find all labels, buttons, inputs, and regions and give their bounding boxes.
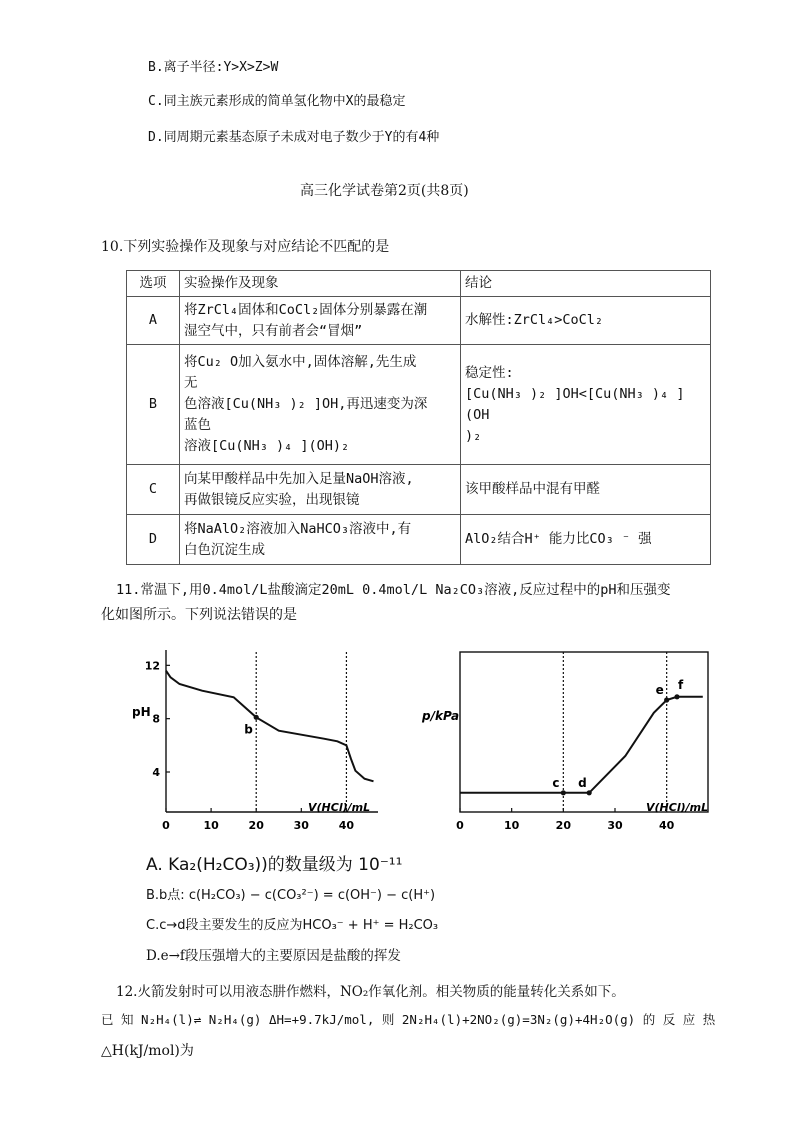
conclusion-line: [Cu(NH₃ )₂ ]OH<[Cu(NH₃ )₄ ](OH bbox=[465, 385, 685, 423]
conclusion-line: AlO₂结合H⁺ 能力比CO₃ ⁻ 强 bbox=[465, 531, 652, 547]
x-tick-label: 40 bbox=[338, 819, 355, 832]
point-d bbox=[587, 790, 592, 795]
y-tick-label: 12 bbox=[144, 659, 160, 673]
q12-stem-line1: 12.火箭发射时可以用液态肼作燃料，NO₂作氧化剂。相关物质的能量转化关系如下。 bbox=[116, 984, 625, 1000]
q12-stem-line2: 已 知 N₂H₄(l)⇌ N₂H₄(g) ΔH=+9.7kJ/mol, 则 2N₂H₄(l)+2NO₂(g)=3N₂(g)+4H₂O(g) 的 反 应 热 bbox=[101, 1012, 716, 1027]
conclusion-line: 水解性:ZrCl₄>CoCl₂ bbox=[465, 312, 604, 328]
point-label: b bbox=[244, 722, 253, 737]
x-tick-label: 30 bbox=[293, 819, 309, 832]
row-conclusion bbox=[461, 297, 711, 345]
operation-line: 将Cu₂ O加入氨水中,固体溶解,先生成 bbox=[184, 354, 417, 370]
q9-option-d: D.同周期元素基态原子未成对电子数少于Y的有4种 bbox=[148, 130, 440, 145]
point-label: d bbox=[578, 775, 587, 790]
row-operation bbox=[180, 465, 461, 515]
row-option: B bbox=[127, 345, 180, 465]
q11-option-c: C.c→d段主要发生的反应为HCO₃⁻ + H⁺ = H₂CO₃ bbox=[146, 918, 439, 933]
x-axis-label: V(HCl)/mL bbox=[646, 801, 709, 814]
y-tick-label: 4 bbox=[152, 766, 160, 779]
table-row bbox=[127, 465, 711, 515]
q10-table bbox=[126, 270, 711, 565]
x-tick-label: 40 bbox=[659, 819, 675, 832]
ph-curve bbox=[166, 671, 374, 782]
pressure-titration-chart bbox=[418, 648, 718, 848]
row-conclusion bbox=[461, 515, 711, 565]
table-row bbox=[127, 515, 711, 565]
table-row bbox=[127, 345, 711, 465]
operation-line: 将NaAlO₂溶液加入NaHCO₃溶液中,有 bbox=[184, 520, 412, 537]
ph-titration-chart bbox=[128, 648, 388, 848]
row-operation bbox=[180, 297, 461, 345]
row-conclusion bbox=[461, 345, 711, 465]
x-tick-label: 10 bbox=[504, 819, 520, 832]
conclusion-line: )₂ bbox=[465, 427, 482, 444]
q12-stem-line3: △H(kJ/mol)为 bbox=[101, 1043, 194, 1059]
operation-line: 无 bbox=[184, 375, 198, 391]
operation-line: 向某甲酸样品中先加入足量NaOH溶液, bbox=[184, 470, 414, 487]
operation-line: 将ZrCl₄固体和CoCl₂固体分别暴露在潮 bbox=[184, 301, 428, 318]
q10-stem: 10.下列实验操作及现象与对应结论不匹配的是 bbox=[101, 239, 390, 255]
x-tick-label: 0 bbox=[162, 819, 170, 832]
q11-stem-line1: 11.常温下,用0.4mol/L盐酸滴定20mL 0.4mol/L Na₂CO₃溶液,反应过程中的pH和压强变 bbox=[116, 582, 671, 598]
point-f bbox=[674, 694, 679, 699]
x-tick-label: 30 bbox=[607, 819, 623, 832]
q11-stem-line2: 化如图所示。下列说法错误的是 bbox=[101, 607, 297, 623]
page-footer: 高三化学试卷第2页(共8页) bbox=[300, 183, 469, 199]
point-label: c bbox=[552, 775, 560, 790]
x-tick-label: 0 bbox=[456, 819, 464, 832]
x-tick-label: 20 bbox=[555, 819, 571, 832]
q11-option-a: A. Ka₂(H₂CO₃))的数量级为 10⁻¹¹ bbox=[146, 855, 403, 875]
operation-line: 白色沉淀生成 bbox=[184, 541, 265, 558]
table-header-cell: 结论 bbox=[461, 271, 711, 297]
row-option: D bbox=[127, 515, 180, 565]
x-tick-label: 10 bbox=[203, 819, 219, 832]
operation-line: 溶液[Cu(NH₃ )₄ ](OH)₂ bbox=[184, 438, 350, 454]
row-option: A bbox=[127, 297, 180, 345]
q11-option-d: D.e→f段压强增大的主要原因是盐酸的挥发 bbox=[146, 948, 401, 964]
operation-line: 再做银镜反应实验，出现银镜 bbox=[184, 491, 360, 508]
point-label: f bbox=[678, 677, 684, 692]
point-e bbox=[664, 697, 669, 702]
row-operation bbox=[180, 515, 461, 565]
point-c bbox=[561, 790, 566, 795]
conclusion-line: 该甲酸样品中混有甲醛 bbox=[465, 481, 600, 497]
point-label: e bbox=[655, 683, 664, 697]
table-header-row bbox=[127, 271, 711, 297]
q9-option-b: B.离子半径:Y>X>Z>W bbox=[148, 60, 279, 75]
x-tick-label: 20 bbox=[248, 819, 264, 832]
operation-line: 色溶液[Cu(NH₃ )₂ ]OH,再迅速变为深 bbox=[184, 396, 428, 412]
y-axis-label: pH bbox=[132, 705, 151, 719]
q9-option-c: C.同主族元素形成的简单氢化物中X的最稳定 bbox=[148, 94, 406, 109]
y-tick-label: 8 bbox=[152, 712, 160, 726]
x-axis-label: V(HCl)/mL bbox=[308, 801, 371, 814]
table-header-cell: 选项 bbox=[127, 271, 180, 297]
row-operation bbox=[180, 345, 461, 465]
q11-option-b: B.b点: c(H₂CO₃) − c(CO₃²⁻) = c(OH⁻) − c(H⁺) bbox=[146, 888, 436, 903]
operation-line: 蓝色 bbox=[184, 417, 211, 433]
point-b bbox=[254, 715, 259, 720]
row-conclusion bbox=[461, 465, 711, 515]
operation-line: 湿空气中，只有前者会“冒烟” bbox=[184, 322, 363, 339]
conclusion-line: 稳定性: bbox=[465, 364, 514, 381]
table-header-cell: 实验操作及现象 bbox=[180, 271, 461, 297]
row-option: C bbox=[127, 465, 180, 515]
table-row bbox=[127, 297, 711, 345]
y-axis-label: p/kPa bbox=[422, 709, 460, 723]
